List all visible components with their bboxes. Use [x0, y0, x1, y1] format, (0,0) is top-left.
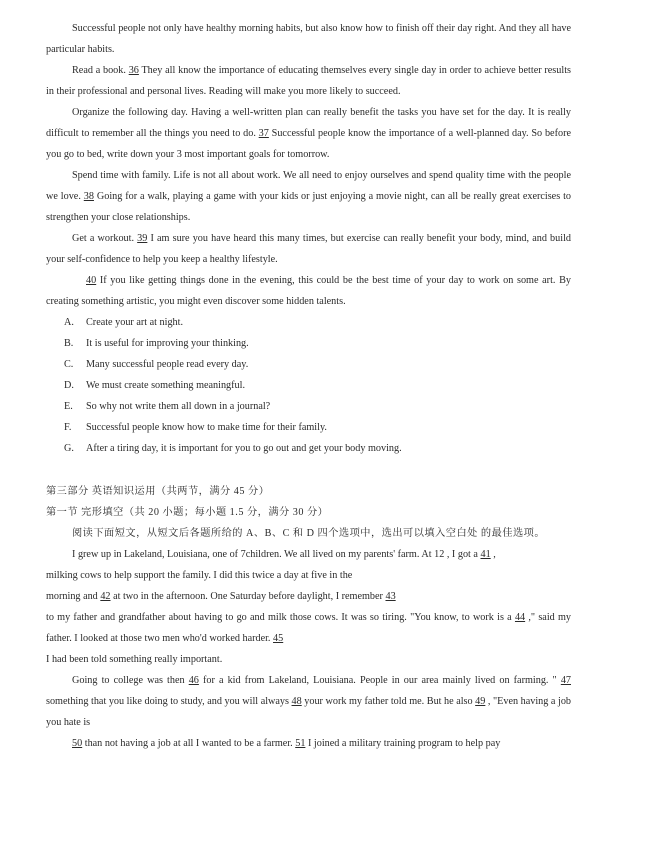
answer-blank: 50 — [72, 738, 83, 749]
text-run: , "Even having a job you hate is — [46, 696, 572, 728]
text-run: ," said my father. I looked at those two men who'd worked harder. — [46, 612, 572, 644]
option-item — [46, 396, 571, 417]
option-letter: B. — [64, 338, 74, 349]
cloze-line — [46, 670, 571, 733]
answer-blank: 40 — [86, 275, 97, 286]
cloze-passage — [46, 544, 571, 754]
text-run: than not having a job at all I wanted to be a farmer. — [82, 738, 296, 749]
answer-blank: 48 — [291, 696, 302, 707]
text-run: I had been told something really important. — [46, 654, 223, 665]
text-run: Organize the following day. Having a well-written plan can really benefit the tasks you have set for the day. It is really difficult to remember all the things you need to do. — [46, 107, 571, 139]
option-item — [46, 312, 571, 333]
answer-blank: 49 — [475, 696, 486, 707]
paragraph-organize — [46, 102, 571, 165]
text-run: I joined a military training program to help pay — [305, 738, 501, 749]
cloze-line — [46, 565, 571, 586]
cloze-line — [46, 733, 571, 754]
section-heading — [46, 481, 571, 544]
text-run: Successful people not only have healthy morning habits, but also know how to finish off their day right. And they all have particular habits. — [46, 23, 571, 55]
answer-blank: 46 — [188, 675, 199, 686]
cloze-line — [46, 649, 571, 670]
text-run: I am sure you have heard this many times, but exercise can really benefit your body, mind, and build your self-confidence to help you keep a healthy lifestyle. — [46, 233, 571, 265]
text-run: Get a workout. — [72, 233, 138, 244]
section-one-title: 第一节 完形填空（共 20 小题；每小题 1.5 分，满分 30 分） — [46, 507, 329, 518]
text-run: Going for a walk, playing a game with your kids or just enjoying a movie night, can all be really great exercises to strengthen your close relationships. — [46, 191, 571, 223]
option-item — [46, 417, 571, 438]
part-three-title: 第三部分 英语知识运用（共两节，满分 45 分） — [46, 486, 270, 497]
answer-blank: 36 — [128, 65, 139, 76]
option-text: Many successful people read every day. — [86, 359, 249, 370]
answer-blank: 47 — [560, 675, 571, 686]
text-run: Read a book. — [72, 65, 129, 76]
option-letter: D. — [64, 380, 74, 391]
text-run: I grew up in Lakeland, Louisiana, one of 7children. We all lived on my parents' farm. At 12 , I got a — [72, 549, 481, 560]
answer-blank: 44 — [514, 612, 526, 623]
text-run: If you like getting things done in the evening, this could be the best time of your day to work on some art. By creating something artistic, you might even discover some hidden talents. — [46, 275, 571, 307]
option-item — [46, 333, 571, 354]
text-run: for a kid from Lakeland, Louisiana. People in our area mainly lived on farming. " — [198, 675, 561, 686]
option-letter: G. — [64, 443, 74, 454]
answer-blank: 43 — [385, 591, 396, 602]
option-letter: F. — [64, 422, 72, 433]
paragraph-art — [46, 270, 571, 312]
text-run: They all know the importance of educating themselves every single day in order to achieve better results in their professional and personal lives. Reading will make you more likely to succeed. — [46, 65, 571, 97]
option-item — [46, 354, 571, 375]
option-letter: C. — [64, 359, 74, 370]
option-letter: A. — [64, 317, 74, 328]
text-run: Going to college was then — [72, 675, 189, 686]
option-item — [46, 375, 571, 396]
option-text: We must create something meaningful. — [86, 380, 246, 391]
answer-blank: 38 — [83, 191, 94, 202]
paragraph-workout — [46, 228, 571, 270]
text-run: Successful people know the importance of a well-planned day. So before you go to bed, write down your 3 most important goals for tomorrow. — [46, 128, 571, 160]
answer-blank: 37 — [258, 128, 269, 139]
answer-blank: 42 — [100, 591, 111, 602]
cloze-line — [46, 607, 571, 649]
text-run: something that you like doing to study, and you will always — [46, 696, 292, 707]
text-run: , — [490, 549, 496, 560]
text-run: milking cows to help support the family. I did this twice a day at five in the — [46, 570, 353, 581]
text-run: to my father and grandfather about having to go and milk those cows. It was so tiring. "You know, to work is a — [46, 612, 515, 623]
option-text: It is useful for improving your thinking. — [86, 338, 249, 349]
paragraph-family — [46, 165, 571, 228]
option-text: Create your art at night. — [86, 317, 184, 328]
text-run: at two in the afternoon. One Saturday before daylight, I remember — [110, 591, 386, 602]
paragraph-read-a-book — [46, 60, 571, 102]
cloze-line — [46, 544, 571, 565]
instruction-text: 阅读下面短文，从短文后各题所给的 A、B、C 和 D 四个选项中，选出可以填入空白处 的最佳选项。 — [72, 528, 546, 539]
cloze-line — [46, 586, 571, 607]
reading-passage — [46, 18, 571, 312]
answer-blank: 51 — [295, 738, 306, 749]
option-item — [46, 438, 571, 459]
text-run: your work my father told me. But he also — [301, 696, 476, 707]
text-run: morning and — [46, 591, 101, 602]
paragraph-intro — [46, 18, 571, 60]
answer-blank: 45 — [273, 633, 284, 644]
option-text: After a tiring day, it is important for you to go out and get your body moving. — [86, 443, 402, 454]
option-letter: E. — [64, 401, 73, 412]
option-text: So why not write them all down in a journal? — [86, 401, 271, 412]
answer-blank: 39 — [137, 233, 148, 244]
option-list — [46, 312, 571, 459]
option-text: Successful people know how to make time for their family. — [86, 422, 327, 433]
text-run: Spend time with family. Life is not all about work. We all need to enjoy ourselves and spend quality time with the people we love. — [46, 170, 571, 202]
answer-blank: 41 — [480, 549, 491, 560]
